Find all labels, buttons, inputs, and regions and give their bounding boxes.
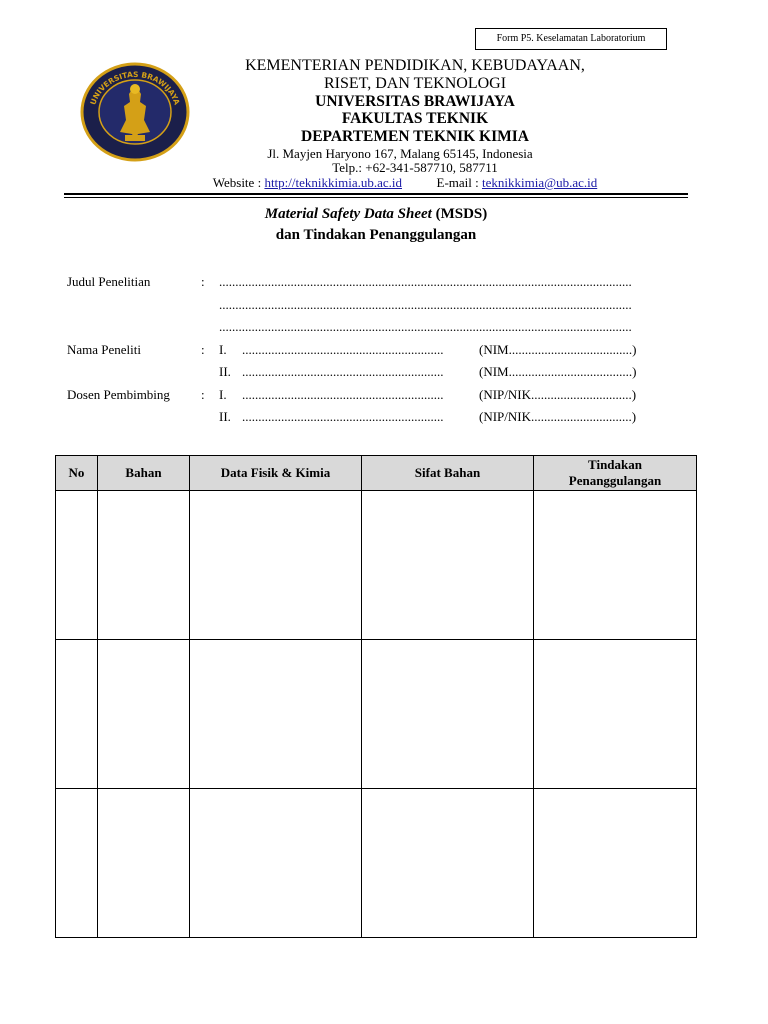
cell-data-fisik[interactable] — [190, 640, 362, 789]
nip-2-dots: ...............................) — [531, 409, 637, 424]
website-link[interactable]: http://teknikkimia.ub.ac.id — [264, 175, 402, 190]
department-name: DEPARTEMEN TEKNIK KIMIA — [301, 128, 529, 145]
cell-bahan[interactable] — [98, 640, 190, 789]
cell-data-fisik[interactable] — [190, 491, 362, 640]
nama-label: Nama Peneliti — [67, 342, 142, 357]
nim-2-dots: ......................................) — [508, 364, 637, 379]
nip-1-label: (NIP/NIK — [479, 387, 531, 402]
cell-sifat[interactable] — [362, 640, 534, 789]
nim-1-dots: ......................................) — [508, 342, 637, 357]
judul-line-3[interactable]: ............................................................................................................................... — [219, 319, 632, 334]
col-data-fisik-kimia: Data Fisik & Kimia — [190, 456, 362, 491]
email-link[interactable]: teknikkimia@ub.ac.id — [482, 175, 598, 190]
header-divider-thick — [64, 193, 688, 195]
header-divider-thin — [64, 197, 688, 198]
msds-table — [55, 455, 697, 938]
col-tindakan: Tindakan Penanggulangan — [534, 456, 697, 491]
nim-2[interactable] — [479, 364, 636, 380]
nama-roman-1: I. — [219, 342, 227, 357]
col-sifat-bahan: Sifat Bahan — [362, 456, 534, 491]
contact-line — [100, 175, 710, 191]
address-line: Jl. Mayjen Haryono 167, Malang 65145, Indonesia — [267, 146, 533, 161]
cell-no[interactable] — [56, 789, 98, 938]
logo-text: UNIVERSITAS BRAWIJAYA — [88, 69, 182, 107]
cell-data-fisik[interactable] — [190, 789, 362, 938]
dosen-roman-2: II. — [219, 409, 231, 424]
col-bahan: Bahan — [98, 456, 190, 491]
judul-line-2[interactable]: ............................................................................................................................... — [219, 297, 632, 312]
document-title — [64, 206, 688, 223]
table-row — [56, 640, 697, 789]
title-italic: Material Safety Data Sheet — [264, 206, 432, 222]
email-label: E-mail : — [436, 175, 482, 190]
faculty-name: FAKULTAS TEKNIK — [341, 110, 489, 127]
cell-bahan[interactable] — [98, 789, 190, 938]
judul-colon: : — [201, 274, 205, 289]
title-msds: (MSDS) — [431, 206, 488, 222]
cell-sifat[interactable] — [362, 491, 534, 640]
nip-2[interactable] — [479, 409, 636, 425]
nip-2-label: (NIP/NIK — [479, 409, 531, 424]
dosen-roman-1: I. — [219, 387, 227, 402]
table-row — [56, 491, 697, 640]
cell-no[interactable] — [56, 640, 98, 789]
table-header-row — [56, 456, 697, 491]
phone-line: Telp.: +62-341-587710, 587711 — [332, 160, 498, 175]
nim-1[interactable] — [479, 342, 636, 358]
dosen-label: Dosen Pembimbing — [67, 387, 170, 402]
cell-tindakan[interactable] — [534, 789, 697, 938]
cell-sifat[interactable] — [362, 789, 534, 938]
form-code-box: Form P5. Keselamatan Laboratorium — [475, 28, 667, 50]
cell-tindakan[interactable] — [534, 491, 697, 640]
university-name: UNIVERSITAS BRAWIJAYA — [315, 93, 515, 110]
table-row — [56, 789, 697, 938]
nip-1-dots: ...............................) — [531, 387, 637, 402]
dosen-2-field[interactable]: .............................................................. — [242, 409, 444, 424]
nim-2-label: (NIM — [479, 364, 509, 379]
cell-no[interactable] — [56, 491, 98, 640]
nim-1-label: (NIM — [479, 342, 509, 357]
nama-2-field[interactable]: .............................................................. — [242, 364, 444, 379]
judul-label: Judul Penelitian — [67, 274, 151, 289]
nama-colon: : — [201, 342, 205, 357]
dosen-1-field[interactable]: .............................................................. — [242, 387, 444, 402]
website-label: Website : — [212, 175, 265, 190]
nip-1[interactable] — [479, 387, 636, 403]
cell-tindakan[interactable] — [534, 640, 697, 789]
nama-roman-2: II. — [219, 364, 231, 379]
ministry-line-1: KEMENTERIAN PENDIDIKAN, KEBUDAYAAN, — [245, 57, 585, 74]
col-no: No — [56, 456, 98, 491]
nama-1-field[interactable]: .............................................................. — [242, 342, 444, 357]
judul-line-1[interactable]: ............................................................................................................................... — [219, 274, 632, 289]
document-subtitle: dan Tindakan Penanggulangan — [275, 227, 477, 243]
ministry-line-2: RISET, DAN TEKNOLOGI — [323, 75, 507, 92]
cell-bahan[interactable] — [98, 491, 190, 640]
dosen-colon: : — [201, 387, 205, 402]
